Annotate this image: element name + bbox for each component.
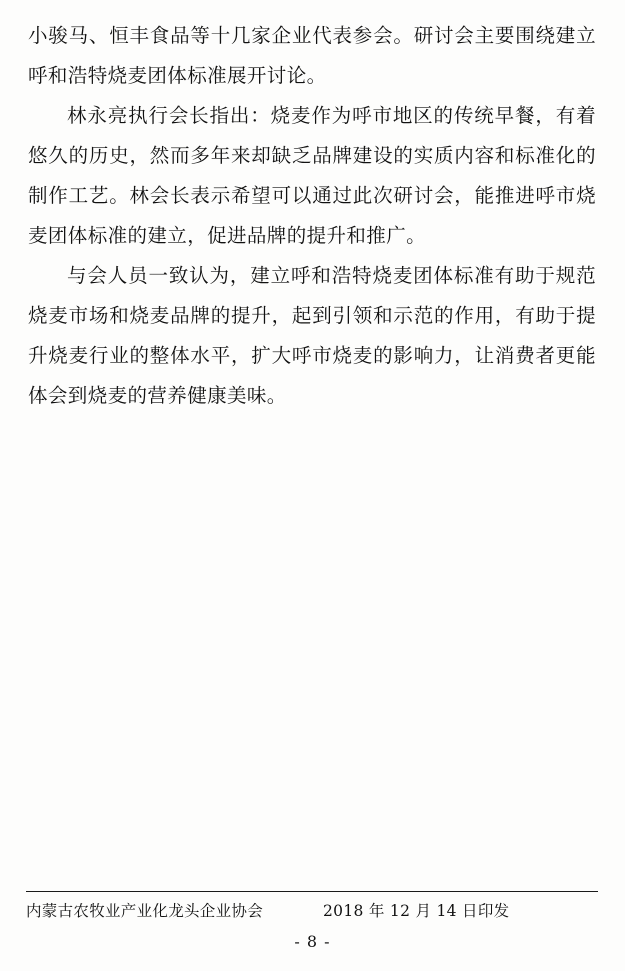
footer-divider [26,891,598,892]
footer-date: 2018 年 12 月 14 日印发 [323,902,510,920]
document-body [28,16,596,416]
footer [26,899,598,921]
footer-organization: 内蒙古农牧业产业化龙头企业协会 [26,902,264,920]
paragraph-2: 林永亮执行会长指出：烧麦作为呼市地区的传统早餐，有着悠久的历史，然而多年来却缺乏品牌建设的实质内容和标准化的制作工艺。林会长表示希望可以通过此次研讨会，能推进呼市烧麦团体标准的建立，促进品牌的提升和推广。 [28,104,596,247]
page-number: - 8 - [294,932,331,951]
paragraph-3: 与会人员一致认为，建立呼和浩特烧麦团体标准有助于规范烧麦市场和烧麦品牌的提升，起到引领和示范的作用，有助于提升烧麦行业的整体水平，扩大呼市烧麦的影响力，让消费者更能体会到烧麦的营养健康美味。 [28,264,596,407]
paragraph-1: 小骏马、恒丰食品等十几家企业代表参会。研讨会主要围绕建立呼和浩特烧麦团体标准展开讨论。 [28,24,596,87]
